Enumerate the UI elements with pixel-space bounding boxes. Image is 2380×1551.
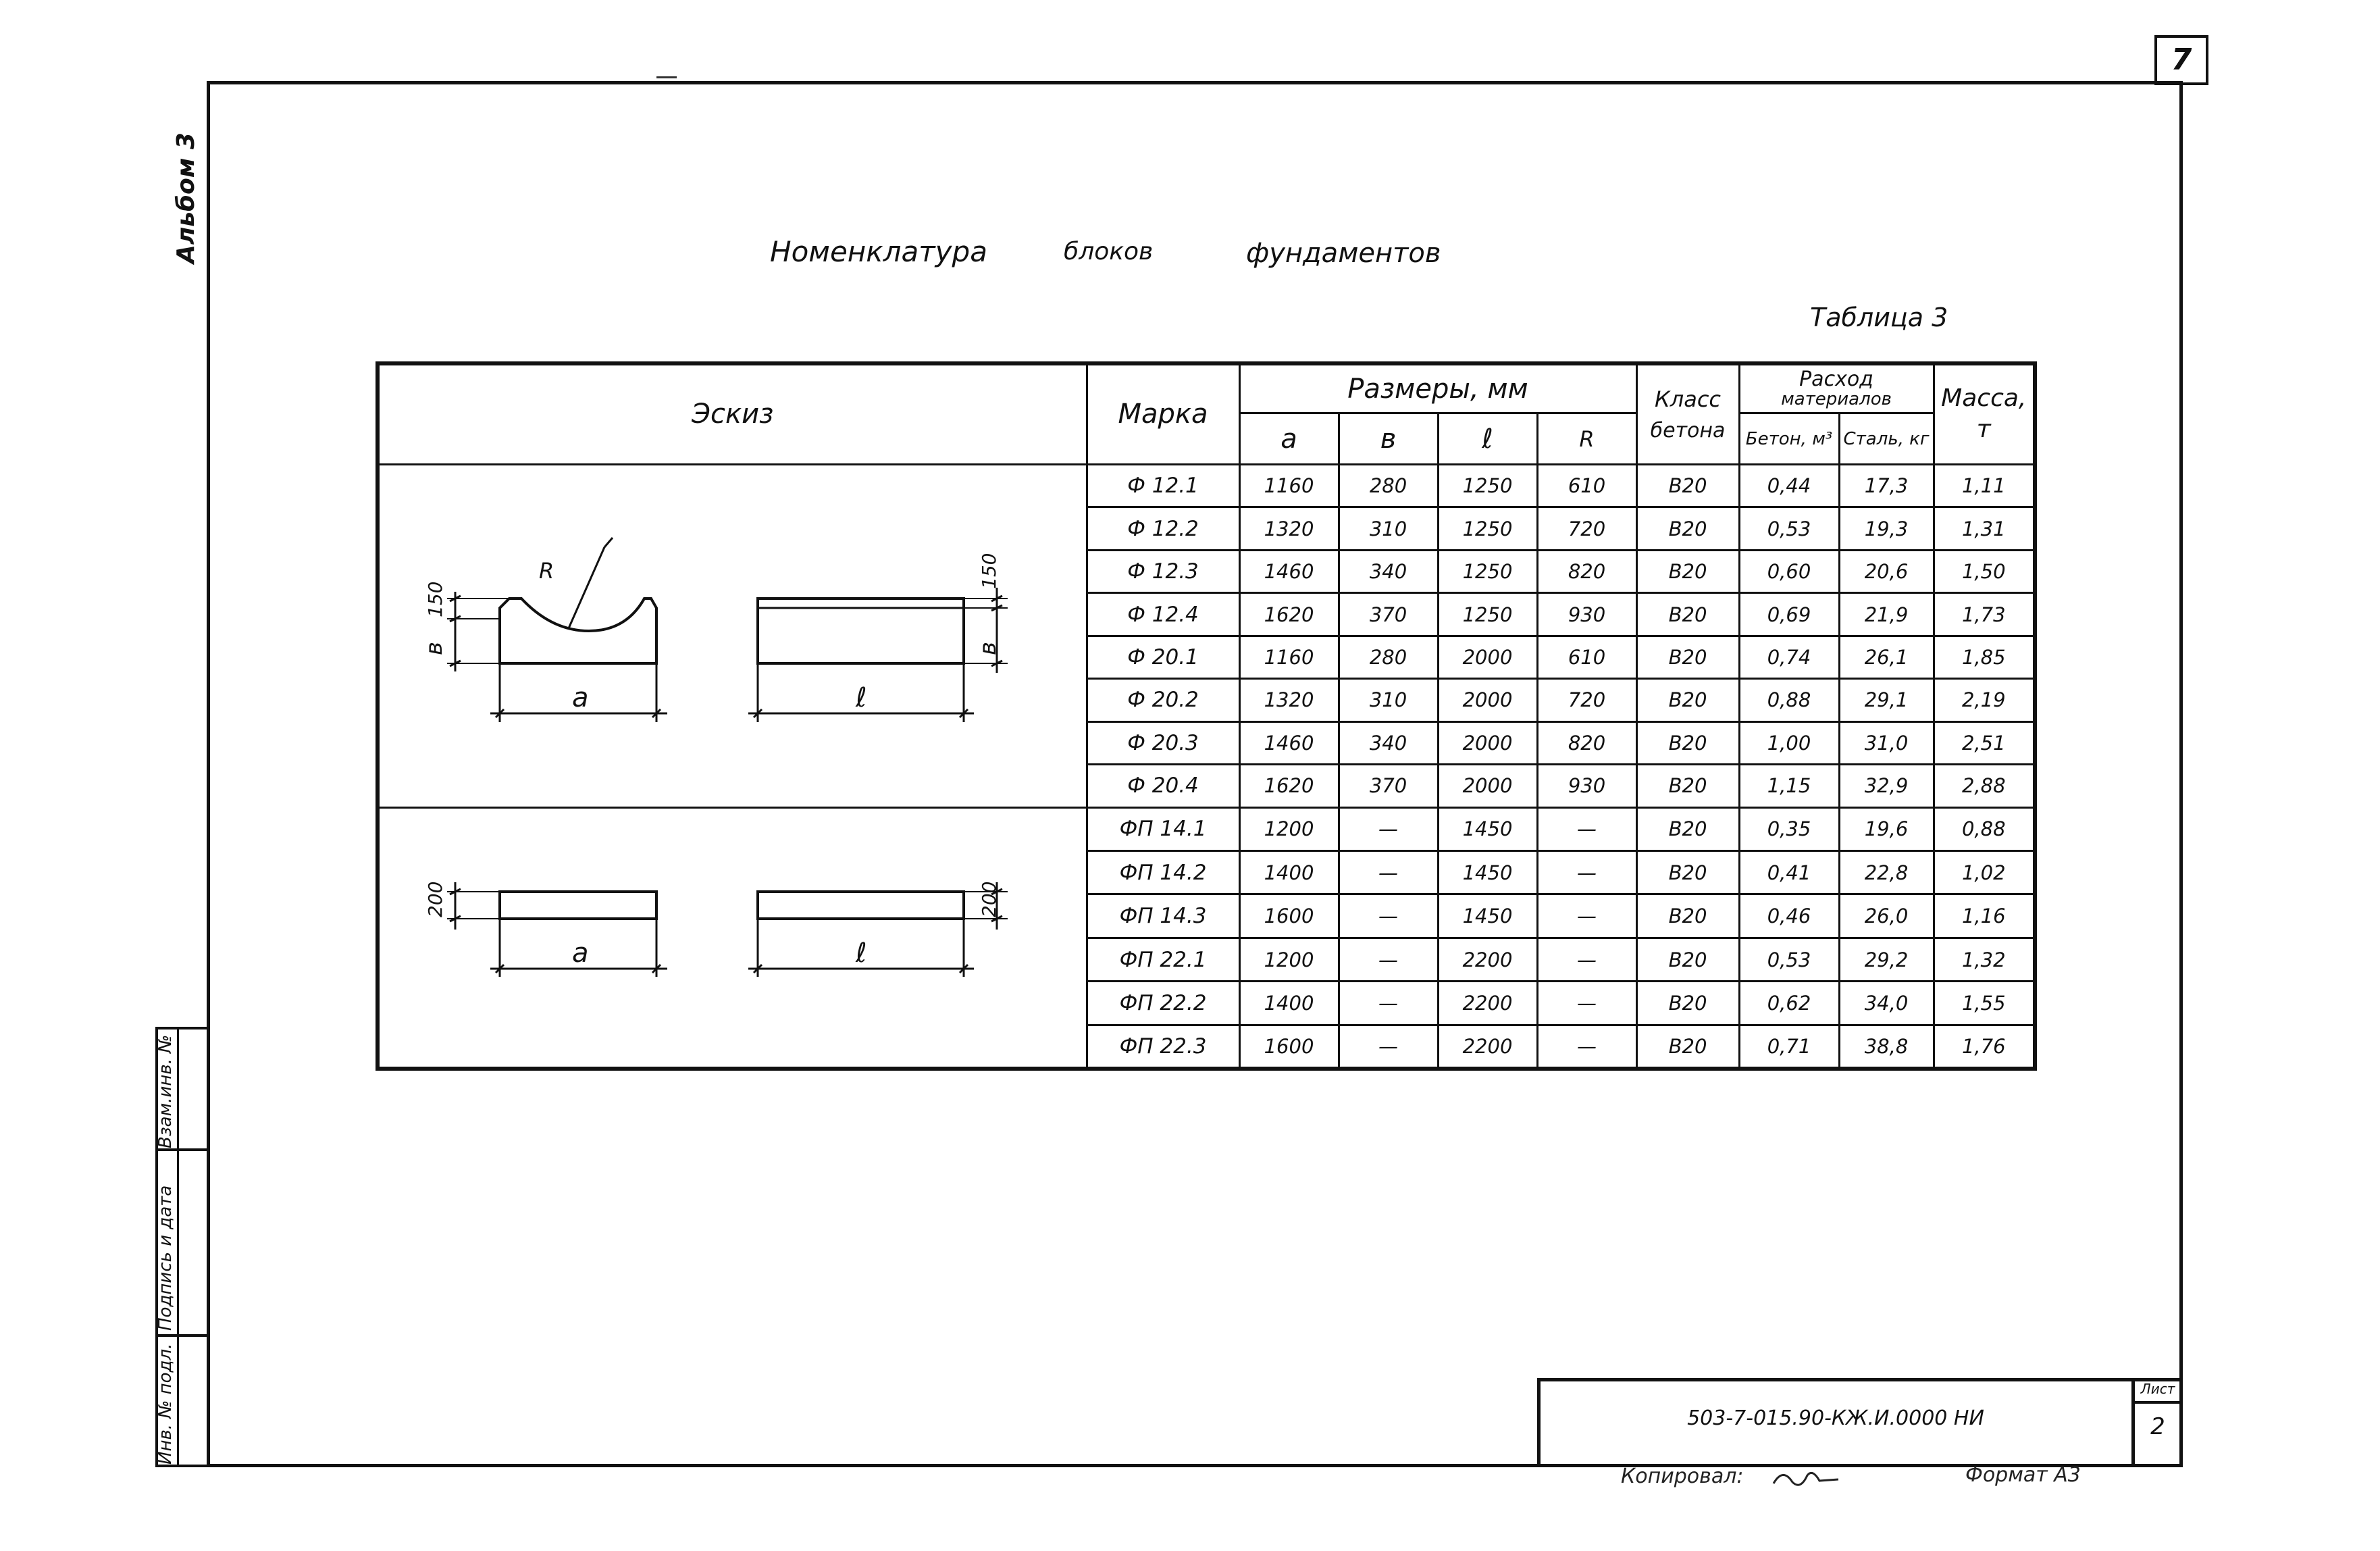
cell-mark: Ф 12.3 bbox=[1087, 550, 1239, 592]
cell-concrete: 0,60 bbox=[1739, 550, 1839, 592]
cell-mark: ФП 22.3 bbox=[1087, 1025, 1239, 1069]
cell-mark: Ф 20.1 bbox=[1087, 636, 1239, 678]
cell-mark: Ф 12.1 bbox=[1087, 464, 1239, 507]
header-r: R bbox=[1537, 413, 1636, 465]
cell-steel: 32,9 bbox=[1839, 765, 1934, 807]
header-consumption: Расход материалов bbox=[1739, 363, 1934, 413]
cell-l: 1250 bbox=[1438, 550, 1537, 592]
cell-concrete-class: В20 bbox=[1636, 807, 1739, 850]
dim-a-label: a bbox=[572, 938, 589, 969]
cell-mass: 0,88 bbox=[1934, 807, 2035, 850]
cell-concrete: 0,69 bbox=[1739, 593, 1839, 636]
cell-a: 1460 bbox=[1239, 721, 1339, 764]
cell-r: 720 bbox=[1537, 507, 1636, 550]
cell-concrete: 0,35 bbox=[1739, 807, 1839, 850]
copied-label: Копировал: bbox=[1621, 1465, 1744, 1488]
cell-steel: 29,1 bbox=[1839, 679, 1934, 721]
cell-steel: 19,3 bbox=[1839, 507, 1934, 550]
cell-steel: 17,3 bbox=[1839, 464, 1934, 507]
cell-b: — bbox=[1339, 1025, 1438, 1069]
cell-l: 2000 bbox=[1438, 636, 1537, 678]
cell-concrete: 1,15 bbox=[1739, 765, 1839, 807]
cell-b: 370 bbox=[1339, 765, 1438, 807]
cell-mass: 1,55 bbox=[1934, 982, 2035, 1025]
cell-r: — bbox=[1537, 982, 1636, 1025]
cell-concrete: 0,44 bbox=[1739, 464, 1839, 507]
cell-mark: Ф 20.4 bbox=[1087, 765, 1239, 807]
header-concrete-class: Класс бетона bbox=[1636, 363, 1739, 464]
cell-r: 610 bbox=[1537, 464, 1636, 507]
cell-concrete: 0,74 bbox=[1739, 636, 1839, 678]
cell-r: 930 bbox=[1537, 765, 1636, 807]
cell-l: 1450 bbox=[1438, 894, 1537, 938]
cell-concrete-class: В20 bbox=[1636, 765, 1739, 807]
cell-mark: Ф 12.2 bbox=[1087, 507, 1239, 550]
cell-concrete: 0,53 bbox=[1739, 507, 1839, 550]
cell-mass: 1,02 bbox=[1934, 851, 2035, 894]
cell-concrete: 0,41 bbox=[1739, 851, 1839, 894]
cell-concrete-class: В20 bbox=[1636, 982, 1739, 1025]
cell-a: 1320 bbox=[1239, 679, 1339, 721]
table-label: Таблица 3 bbox=[1810, 303, 1948, 332]
cell-l: 2200 bbox=[1438, 938, 1537, 981]
cell-a: 1200 bbox=[1239, 938, 1339, 981]
cell-b: 340 bbox=[1339, 721, 1438, 764]
fp-block-cross-section bbox=[500, 892, 656, 919]
cell-a: 1460 bbox=[1239, 550, 1339, 592]
cell-concrete: 0,53 bbox=[1739, 938, 1839, 981]
header-mark: Марка bbox=[1087, 363, 1239, 464]
title-word-2: блоков bbox=[1064, 238, 1154, 265]
cell-a: 1160 bbox=[1239, 636, 1339, 678]
dim-200-right: 200 bbox=[978, 881, 1000, 917]
cell-mark: Ф 20.2 bbox=[1087, 679, 1239, 721]
header-steel: Сталь, кг bbox=[1839, 413, 1934, 465]
cell-l: 1250 bbox=[1438, 593, 1537, 636]
cell-b: — bbox=[1339, 894, 1438, 938]
cell-a: 1160 bbox=[1239, 464, 1339, 507]
cell-r: 930 bbox=[1537, 593, 1636, 636]
sheet-label: Лист bbox=[2140, 1381, 2175, 1397]
cell-concrete-class: В20 bbox=[1636, 851, 1739, 894]
cell-steel: 29,2 bbox=[1839, 938, 1934, 981]
dim-l-label: ℓ bbox=[856, 682, 867, 713]
cell-steel: 31,0 bbox=[1839, 721, 1934, 764]
page-number: 7 bbox=[2171, 43, 2192, 77]
cell-mark: ФП 22.2 bbox=[1087, 982, 1239, 1025]
header-b: в bbox=[1339, 413, 1438, 465]
cell-r: 610 bbox=[1537, 636, 1636, 678]
cell-concrete-class: В20 bbox=[1636, 593, 1739, 636]
sheet-box-divider bbox=[2131, 1401, 2183, 1404]
cell-b: 310 bbox=[1339, 679, 1438, 721]
cell-mass: 1,31 bbox=[1934, 507, 2035, 550]
cell-r: — bbox=[1537, 1025, 1636, 1069]
cell-l: 1450 bbox=[1438, 851, 1537, 894]
cell-b: 280 bbox=[1339, 464, 1438, 507]
cell-r: 720 bbox=[1537, 679, 1636, 721]
cell-steel: 19,6 bbox=[1839, 807, 1934, 850]
cell-a: 1400 bbox=[1239, 982, 1339, 1025]
cell-l: 2000 bbox=[1438, 721, 1537, 764]
cell-b: 340 bbox=[1339, 550, 1438, 592]
sketch-f-blocks bbox=[380, 462, 1082, 796]
cell-mass: 2,51 bbox=[1934, 721, 2035, 764]
cell-a: 1400 bbox=[1239, 851, 1339, 894]
cell-concrete-class: В20 bbox=[1636, 550, 1739, 592]
cell-steel: 21,9 bbox=[1839, 593, 1934, 636]
cell-mark: ФП 14.3 bbox=[1087, 894, 1239, 938]
title-word-1: Номенклатура bbox=[770, 235, 987, 268]
dim-l-label: ℓ bbox=[856, 938, 867, 969]
cell-mark: ФП 14.1 bbox=[1087, 807, 1239, 850]
sheet-number: 2 bbox=[2150, 1413, 2165, 1440]
cell-l: 1250 bbox=[1438, 507, 1537, 550]
format-label: Формат А3 bbox=[1965, 1463, 2081, 1487]
cell-concrete-class: В20 bbox=[1636, 679, 1739, 721]
cell-mark: ФП 14.2 bbox=[1087, 851, 1239, 894]
cell-steel: 20,6 bbox=[1839, 550, 1934, 592]
cell-mass: 1,16 bbox=[1934, 894, 2035, 938]
cell-steel: 22,8 bbox=[1839, 851, 1934, 894]
cell-r: — bbox=[1537, 851, 1636, 894]
cell-concrete-class: В20 bbox=[1636, 1025, 1739, 1069]
cell-b: — bbox=[1339, 851, 1438, 894]
fp-block-side-view bbox=[758, 892, 964, 919]
cell-concrete-class: В20 bbox=[1636, 507, 1739, 550]
cell-b: 310 bbox=[1339, 507, 1438, 550]
cell-concrete: 0,71 bbox=[1739, 1025, 1839, 1069]
cell-a: 1600 bbox=[1239, 894, 1339, 938]
cell-concrete-class: В20 bbox=[1636, 938, 1739, 981]
cell-l: 2000 bbox=[1438, 765, 1537, 807]
cell-l: 1250 bbox=[1438, 464, 1537, 507]
cell-mass: 1,73 bbox=[1934, 593, 2035, 636]
cell-mass: 1,50 bbox=[1934, 550, 2035, 592]
cell-b: 370 bbox=[1339, 593, 1438, 636]
dim-a-label: a bbox=[572, 682, 589, 713]
cell-a: 1320 bbox=[1239, 507, 1339, 550]
header-a: a bbox=[1239, 413, 1339, 465]
cell-steel: 34,0 bbox=[1839, 982, 1934, 1025]
cell-r: — bbox=[1537, 807, 1636, 850]
title-word-3: фундаментов bbox=[1246, 238, 1441, 269]
cell-mass: 1,32 bbox=[1934, 938, 2035, 981]
cell-a: 1620 bbox=[1239, 765, 1339, 807]
dim-150-right: 150 bbox=[978, 553, 1000, 589]
cell-concrete: 1,00 bbox=[1739, 721, 1839, 764]
dim-b-left: в bbox=[421, 641, 448, 655]
cell-steel: 26,0 bbox=[1839, 894, 1934, 938]
cell-concrete-class: В20 bbox=[1636, 636, 1739, 678]
cell-a: 1620 bbox=[1239, 593, 1339, 636]
cell-mass: 1,11 bbox=[1934, 464, 2035, 507]
copier-signature bbox=[1769, 1463, 1844, 1493]
cell-concrete-class: В20 bbox=[1636, 464, 1739, 507]
side-stamp-vdiv bbox=[177, 1027, 179, 1467]
cell-b: — bbox=[1339, 807, 1438, 850]
document-code: 503-7-015.90-КЖ.И.0000 НИ bbox=[1687, 1406, 1984, 1430]
header-l: ℓ bbox=[1438, 413, 1537, 465]
cell-l: 2000 bbox=[1438, 679, 1537, 721]
dim-200-left: 200 bbox=[424, 881, 446, 917]
cell-concrete: 0,46 bbox=[1739, 894, 1839, 938]
cell-b: — bbox=[1339, 938, 1438, 981]
cell-mass: 1,85 bbox=[1934, 636, 2035, 678]
cell-l: 2200 bbox=[1438, 982, 1537, 1025]
cell-r: — bbox=[1537, 938, 1636, 981]
header-sizes: Размеры, мм bbox=[1239, 363, 1636, 413]
radius-leader bbox=[569, 547, 604, 628]
cell-mark: Ф 12.4 bbox=[1087, 593, 1239, 636]
cell-mark: Ф 20.3 bbox=[1087, 721, 1239, 764]
side-stamp-div-1 bbox=[155, 1148, 209, 1151]
cell-concrete-class: В20 bbox=[1636, 894, 1739, 938]
cell-l: 1450 bbox=[1438, 807, 1537, 850]
cell-concrete: 0,88 bbox=[1739, 679, 1839, 721]
cell-l: 2200 bbox=[1438, 1025, 1537, 1069]
dim-150-left: 150 bbox=[424, 581, 446, 617]
cell-concrete: 0,62 bbox=[1739, 982, 1839, 1025]
sketch-fp-blocks bbox=[380, 801, 1082, 1065]
cell-steel: 26,1 bbox=[1839, 636, 1934, 678]
cell-concrete-class: В20 bbox=[1636, 721, 1739, 764]
cell-mass: 2,88 bbox=[1934, 765, 2035, 807]
cell-r: — bbox=[1537, 894, 1636, 938]
cell-r: 820 bbox=[1537, 721, 1636, 764]
frame-top-mark bbox=[656, 76, 677, 78]
cell-a: 1200 bbox=[1239, 807, 1339, 850]
album-label: Альбом 3 bbox=[172, 132, 200, 263]
side-stamp-div-2 bbox=[155, 1334, 209, 1337]
cell-steel: 38,8 bbox=[1839, 1025, 1934, 1069]
header-mass: Масса, т bbox=[1934, 363, 2035, 464]
header-concrete: Бетон, м³ bbox=[1739, 413, 1839, 465]
dim-left-ext bbox=[447, 599, 518, 663]
header-sketch: Эскиз bbox=[378, 363, 1087, 464]
cell-b: — bbox=[1339, 982, 1438, 1025]
dim-b-right: в bbox=[975, 641, 1002, 655]
cell-mark: ФП 22.1 bbox=[1087, 938, 1239, 981]
cell-mass: 1,76 bbox=[1934, 1025, 2035, 1069]
cell-b: 280 bbox=[1339, 636, 1438, 678]
cell-r: 820 bbox=[1537, 550, 1636, 592]
cell-a: 1600 bbox=[1239, 1025, 1339, 1069]
cell-mass: 2,19 bbox=[1934, 679, 2035, 721]
dim-r-label: R bbox=[539, 558, 554, 584]
